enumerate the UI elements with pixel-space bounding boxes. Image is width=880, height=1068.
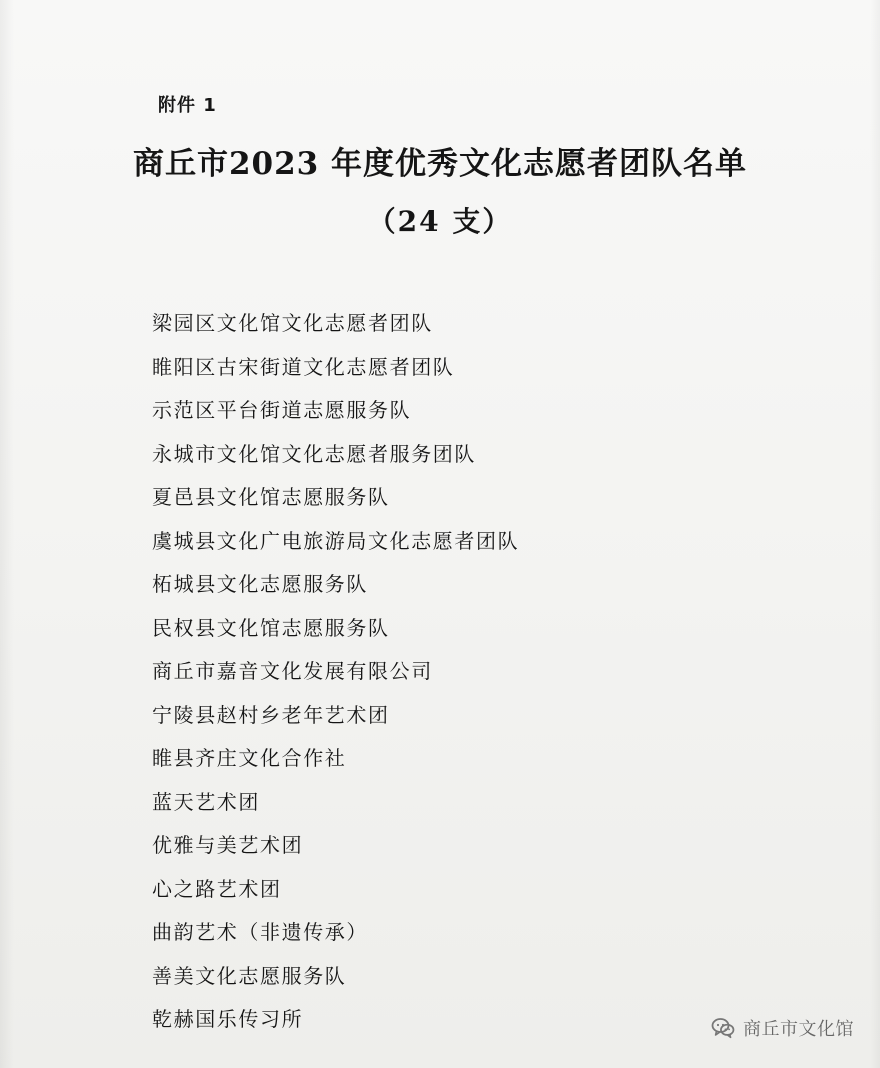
team-item: 善美文化志愿服务队 [152, 963, 347, 988]
team-item: 睢县齐庄文化合作社 [152, 746, 347, 770]
team-item: 优雅与美艺术团 [152, 833, 304, 857]
team-item: 曲韵艺术（非遗传承） [152, 920, 368, 944]
team-item: 永城市文化馆文化志愿者服务团队 [152, 441, 476, 466]
team-item: 虞城县文化广电旅游局文化志愿者团队 [152, 528, 520, 553]
team-item: 乾赫国乐传习所 [152, 1007, 304, 1031]
team-count-subtitle: （24 支） [367, 205, 513, 238]
wechat-icon [711, 1017, 735, 1039]
team-item: 心之路艺术团 [152, 876, 282, 901]
team-item: 示范区平台街道志愿服务队 [152, 398, 412, 422]
team-item: 商丘市嘉音文化发展有限公司 [152, 659, 433, 683]
watermark-text: 商丘市文化馆 [743, 1019, 854, 1040]
team-item: 夏邑县文化馆志愿服务队 [152, 485, 390, 509]
team-item: 梁园区文化馆文化志愿者团队 [152, 311, 433, 335]
team-item: 民权县文化馆志愿服务队 [152, 615, 390, 640]
document-title: 商丘市2023 年度优秀文化志愿者团队名单 [132, 146, 748, 182]
team-item: 睢阳区古宋街道文化志愿者团队 [152, 354, 455, 379]
attachment-label: 附件 1 [158, 95, 217, 116]
team-list [152, 306, 772, 1046]
team-item: 宁陵县赵村乡老年艺术团 [152, 702, 390, 727]
team-item: 柘城县文化志愿服务队 [152, 572, 368, 596]
team-item: 蓝天艺术团 [152, 789, 260, 814]
source-watermark [711, 1012, 854, 1044]
